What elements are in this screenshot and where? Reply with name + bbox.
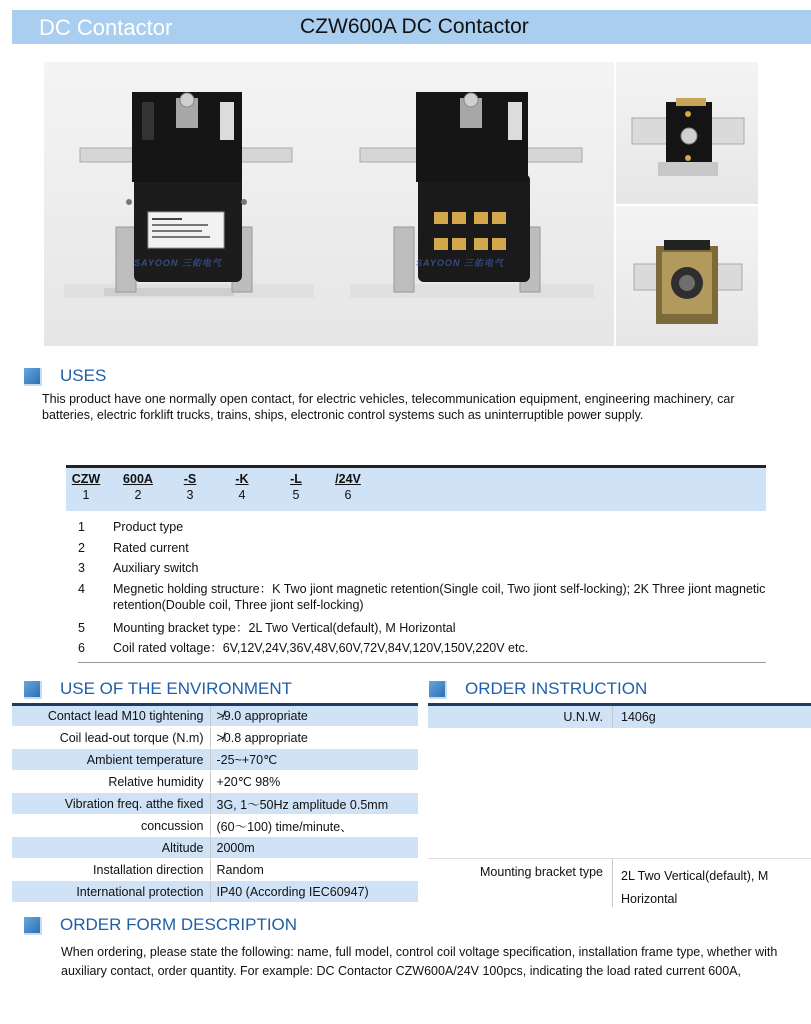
list-item: 4 Megnetic holding structure：K Two jiont magnetic retention(Single coil, Two jiont self-locking); 2K Three jiont magnetic retention(Double coil, Three jiont self-locking) — [78, 582, 766, 612]
table-row: Mounting bracket type 2L Two Vertical(default), M Horizontal — [428, 858, 811, 906]
order-form-section-heading: ORDER FORM DESCRIPTION — [24, 915, 344, 937]
photo-watermark: SAYOON 三佑电气 — [416, 258, 504, 268]
model-code-col: -L 5 — [290, 472, 302, 502]
brand-title: DC Contactor — [39, 15, 173, 40]
table-row: Installation direction Random — [12, 859, 418, 881]
uses-description: This product have one normally open contact, for electric vehicles, telecommunication equipment, engineering machinery, car batteries, electric forklift trucks, trains, ships, electronic control systems such as uninterruptible power supply. — [42, 392, 735, 422]
section-marker-icon — [429, 681, 447, 699]
model-code-col: CZW 1 — [71, 472, 101, 502]
order-section-heading: ORDER INSTRUCTION — [429, 679, 729, 701]
environment-section-heading: USE OF THE ENVIRONMENT — [24, 679, 324, 701]
uses-section-heading: USES — [24, 366, 224, 388]
table-row: International protection IP40 (According IEC60947) — [12, 881, 418, 903]
section-marker-icon — [24, 681, 42, 699]
table-row: Ambient temperature -25~+70℃ — [12, 749, 418, 771]
model-code-col: 600A 2 — [123, 472, 153, 502]
model-code-col: /24V 6 — [335, 472, 361, 502]
model-code-list — [78, 519, 766, 663]
product-photo-bottom — [614, 204, 758, 346]
table-row: Vibration freq. atthe fixed 3G, 1～50Hz amplitude 0.5mm — [12, 793, 418, 815]
table-row: Altitude 2000m — [12, 837, 418, 859]
list-item: 6 Coil rated voltage：6V,12V,24V,36V,48V,60V,72V,84V,120V,150V,220V etc. — [78, 641, 529, 655]
environment-table — [12, 703, 418, 903]
product-photos — [44, 62, 758, 346]
product-photo-front — [44, 62, 330, 346]
order-table — [428, 703, 811, 906]
photo-watermark: SAYOON 三佑电气 — [134, 258, 222, 268]
list-item: 1 Product type — [78, 520, 184, 534]
header-bar — [12, 10, 811, 44]
table-row: U.N.W. 1406g — [428, 706, 811, 728]
model-code-col: -S 3 — [183, 472, 197, 502]
list-item: 2 Rated current — [78, 541, 189, 555]
table-row: Relative humidity +20℃ 98% — [12, 771, 418, 793]
list-item: 3 Auxiliary switch — [78, 561, 199, 575]
section-marker-icon — [24, 917, 42, 935]
table-row: concussion (60～100) time/minute、 — [12, 815, 418, 837]
table-row: Contact lead M10 tightening ≯9.0 appropriate — [12, 705, 418, 727]
product-photo-side — [330, 62, 614, 346]
list-item: 5 Mounting bracket type：2L Two Vertical(default), M Horizontal — [78, 621, 456, 635]
product-photo-top — [614, 62, 758, 204]
divider — [612, 859, 613, 907]
section-marker-icon — [24, 368, 42, 386]
divider — [612, 706, 613, 728]
model-code-col: -K 4 — [235, 472, 249, 502]
table-row: Coil lead-out torque (N.m) ≯0.8 appropriate — [12, 727, 418, 749]
order-form-description: When ordering, please state the following: name, full model, control coil voltage specification, installation frame type, whether with auxiliary contact, order quantity. For example: DC Contactor CZW600A/24V 100pcs, indicating the load rated current 600A, — [61, 945, 778, 978]
model-code-box — [66, 465, 766, 511]
page-title: CZW600A DC Contactor — [300, 15, 529, 38]
